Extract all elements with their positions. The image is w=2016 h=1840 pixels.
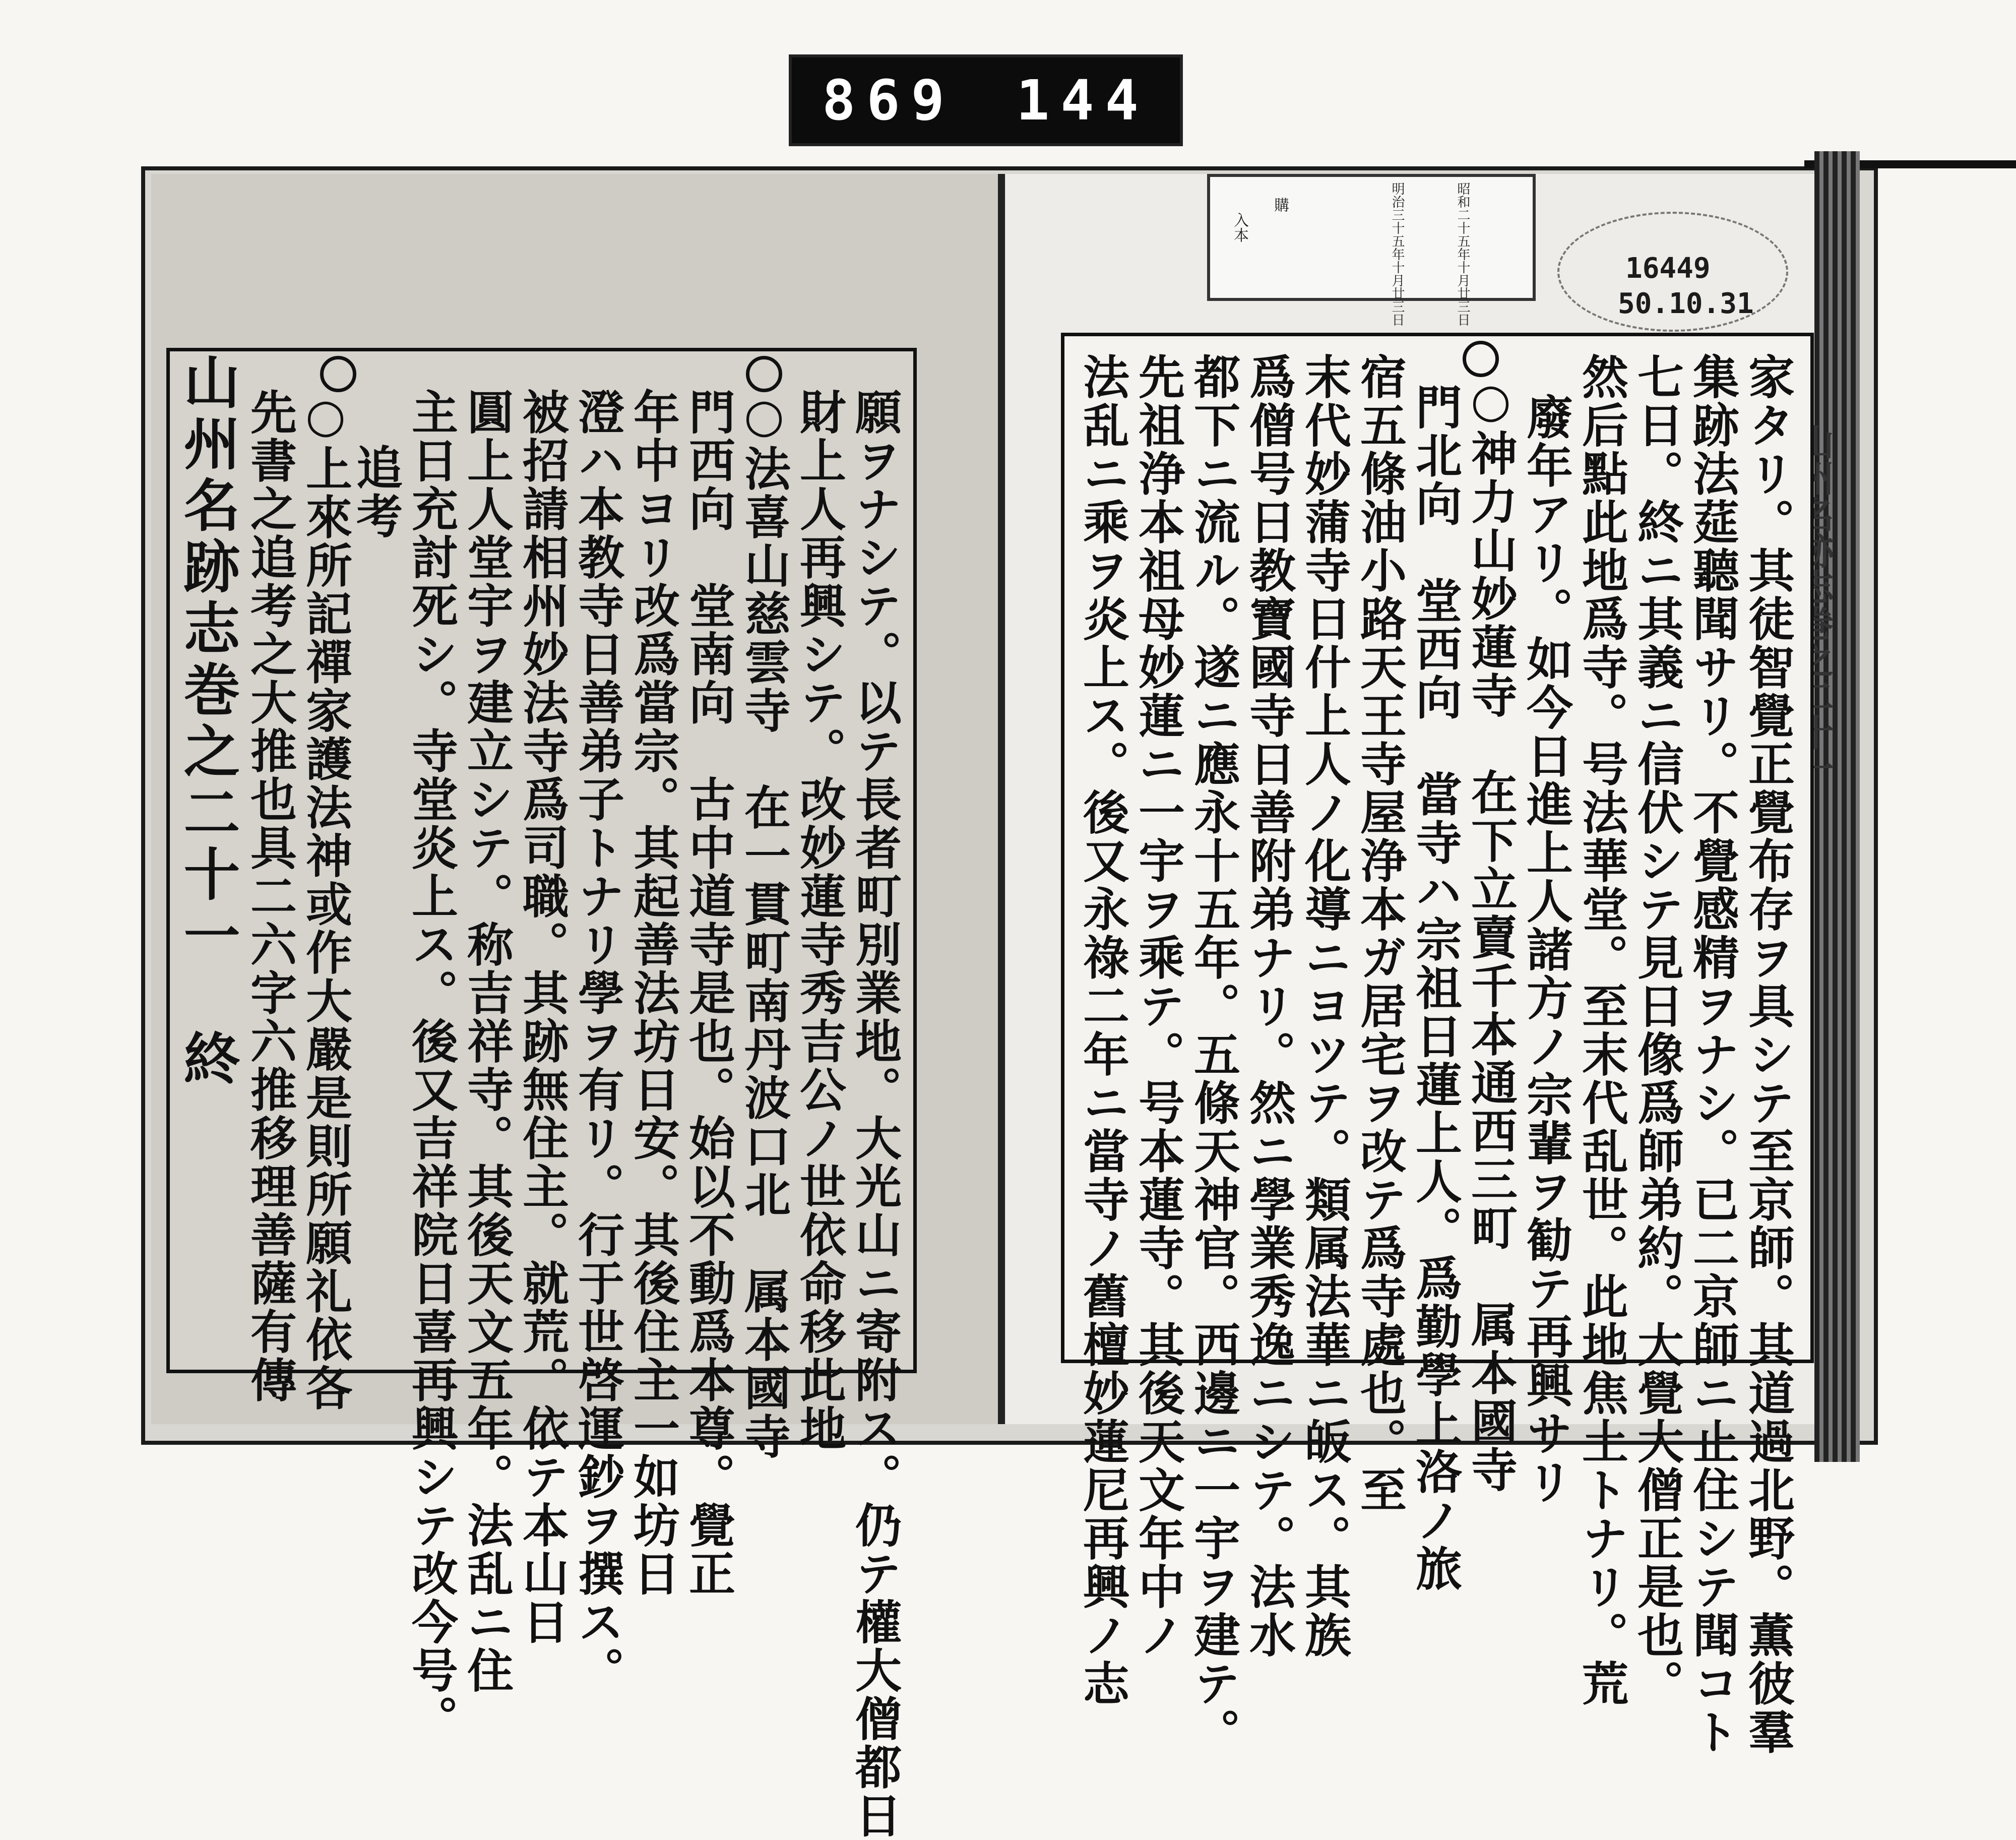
left-col-10: ○上來所記禪家護法神或作大嚴是則所願礼依各 <box>298 388 353 1413</box>
receipt-stamp <box>1207 174 1536 326</box>
left-col-2: 財上人再興シテ。改妙蓮寺秀吉公ノ世依命移此地 <box>792 388 847 1453</box>
section-circle-mark <box>1463 341 1499 377</box>
left-col-1: 願ヲナシテ。以テ長者町別業地。大光山ニ寄附ス。仍テ權大僧都日 <box>848 388 902 1840</box>
right-col-9: 末代妙蒲寺日什上人ノ化導ニヨツテ。類属法華ニ皈ス。其族 <box>1297 353 1352 1660</box>
stamp-col-2: 購 <box>1271 197 1289 212</box>
stamp-col-4: 明治三十五年十月廿三日 <box>1390 182 1405 326</box>
stamp-col-1: 入本 <box>1231 212 1248 242</box>
right-col-11: 都下ニ流ル。遂ニ應永十五年。五條天神官。西邊ニ一宇ヲ建テ。 <box>1186 353 1241 1756</box>
left-col-9: 主日充討死シ。寺堂炎上ス。後又吉祥院日喜再興シテ改今号。 <box>404 388 459 1743</box>
film-number-right: 144 <box>1016 68 1150 133</box>
left-col-11: 先書之追考之大推也具二六字六推移理善薩有傳 <box>243 388 297 1404</box>
left-col-6: 澄ハ本教寺日善弟子トナリ學ヲ有リ。行于世啓運鈔ヲ撰ス。 <box>571 388 625 1695</box>
film-frame-label <box>789 54 1183 146</box>
right-col-10: 爲僧号日教寶國寺日善附弟ナリ。然ニ學業秀逸ニシテ。法水 <box>1242 353 1296 1660</box>
left-col-8: 圓上人堂宇ヲ建立シテ。称吉祥寺。其後天文五年。法乱ニ住 <box>460 388 514 1695</box>
left-col-heading-supplement: 追考 <box>349 444 403 540</box>
stamp-col-3: 昭和二十五年十月廿三日 <box>1455 182 1470 326</box>
left-col-4: 門西向 堂南向 古中道寺是也。始以不動爲本尊。覺正 <box>681 388 736 1598</box>
section-circle-mark-3 <box>320 356 356 392</box>
right-col-3: 七日。終ニ其義ニ信伏シテ見日像爲師弟約。大覺大僧正是也。 <box>1630 353 1684 1708</box>
left-col-3: ○法喜山慈雲寺 在一貫町南丹波口北 属本國寺 <box>737 388 791 1461</box>
right-col-13: 法乱ニ乘ヲ炎上ス。後又永祿二年ニ當寺ノ舊檀妙蓮尼再興ノ志 <box>1076 353 1130 1708</box>
right-col-7: 門北向 堂西向 當寺ハ宗祖日蓮上人。爲勤學上洛ノ旅 <box>1408 383 1463 1593</box>
accession-date: 50.10.31 <box>1618 287 1754 320</box>
accession-number: 16449 <box>1625 252 1711 285</box>
left-col-5: 年中ヨリ改爲當宗。其起善法坊日安。其後住主一如坊日 <box>626 388 680 1598</box>
right-col-4: 然后點此地爲寺。号法華堂。至末代乱世。此地焦土トナリ。荒 <box>1574 353 1629 1708</box>
right-col-2: 集跡法莚聽聞サリ。不覺感精ヲナシ。已二京師ニ止住シテ聞コト <box>1685 353 1740 1756</box>
film-number-left: 869 <box>822 68 956 133</box>
right-col-8: 宿五條油小路天王寺屋浄本ガ居宅ヲ改テ爲寺處也。至 <box>1353 353 1407 1514</box>
right-col-5: 廢年アリ。如今日進上人諸方ノ宗輩ヲ勧テ再興サリ <box>1519 393 1573 1506</box>
left-col-7: 被招請相州妙法寺爲司職。其跡無住主。就荒。依テ本山日 <box>515 388 570 1646</box>
page-edge-strip <box>1814 151 1860 1462</box>
right-col-6: ○神力山妙蓮寺 在下立賣千本通西三町 属本國寺 <box>1464 373 1518 1494</box>
right-col-12: 先祖浄本祖母妙蓮ニ一宇ヲ乘テ。号本蓮寺。其後天文年中ノ <box>1131 353 1185 1660</box>
section-circle-mark-2 <box>746 356 782 392</box>
volume-title: 山州名跡志巻之二十一 終 <box>174 353 240 1091</box>
right-col-1: 家タリ。其徒智覺正覺布存ヲ具シテ至京師。其道過北野。薫彼羣 <box>1741 353 1795 1756</box>
